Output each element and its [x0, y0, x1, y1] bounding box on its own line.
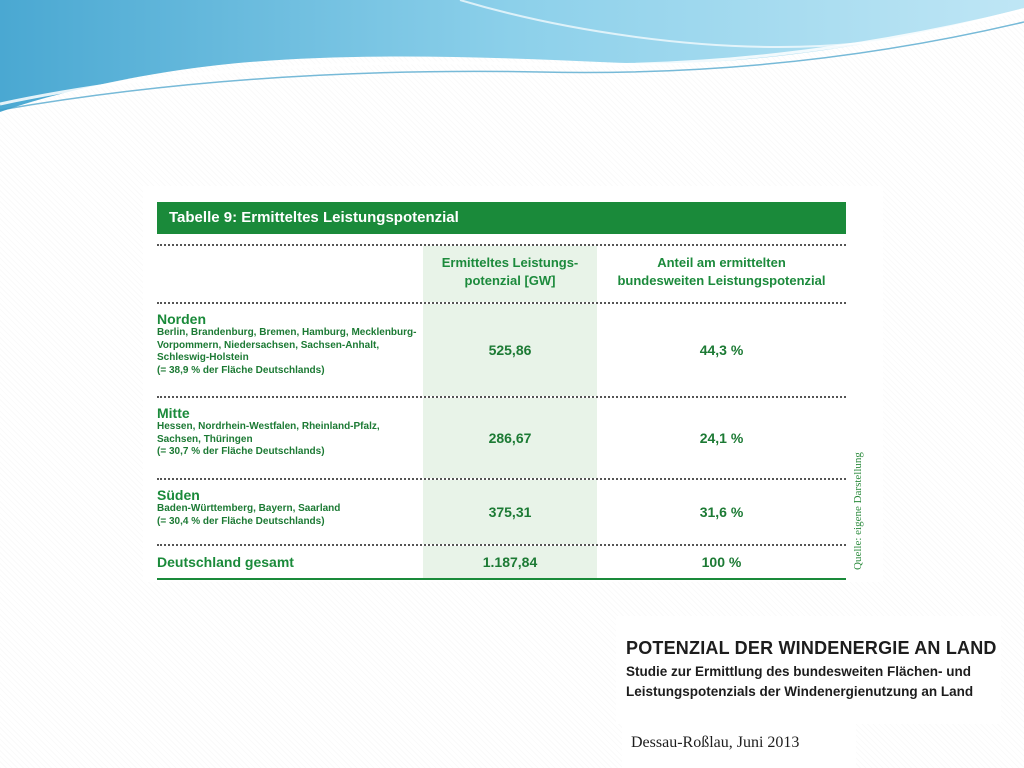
region-states: Baden-Württemberg, Bayern, Saarland [157, 503, 341, 514]
region-cell [157, 480, 423, 544]
region-name: Süden [157, 487, 200, 503]
study-title-box [616, 616, 1001, 724]
table-row [157, 304, 846, 396]
place-date: Dessau-Roßlau, Juni 2013 [622, 724, 856, 768]
share-value: 31,6 % [699, 504, 744, 520]
potential-value: 525,86 [423, 304, 597, 396]
table-title: Tabelle 9: Ermitteltes Leistungspotenzial [157, 202, 846, 234]
region-name: Mitte [157, 405, 190, 421]
table-row [157, 480, 846, 544]
table-card [143, 186, 883, 582]
region-area-share: (= 30,7 % der Fläche Deutschlands) [157, 446, 325, 457]
header-potential: Ermitteltes Leistungs- potenzial [GW] [423, 246, 597, 302]
region-states: Berlin, Brandenburg, Bremen, Hamburg, Mecklenburg-Vorpommern, Niedersachsen, Sachsen-Anhalt, Schleswig-Holstein [157, 327, 417, 363]
source-text: Quelle: eigene Darstellung [852, 452, 864, 570]
potential-value: 286,67 [423, 398, 597, 478]
table-bottom-rule [157, 578, 846, 580]
region-cell [157, 304, 423, 396]
study-subtitle: Studie zur Ermittlung des bundesweiten Flächen- und Leistungspotenzials der Windenergienutzung an Land [626, 664, 974, 699]
region-cell [157, 398, 423, 478]
share-value: 24,1 % [699, 430, 744, 446]
total-share: 100 % [701, 554, 742, 570]
table-row [157, 398, 846, 478]
region-states: Hessen, Nordrhein-Westfalen, Rheinland-Pfalz, Sachsen, Thüringen [157, 421, 380, 445]
header-share: Anteil am ermittelten bundesweiten Leistungspotenzial [617, 255, 826, 288]
source-note [849, 430, 867, 570]
region-area-share: (= 38,9 % der Fläche Deutschlands) [157, 364, 325, 376]
table-total-row [157, 546, 846, 578]
total-potential: 1.187,84 [423, 546, 597, 578]
region-name: Norden [157, 311, 206, 327]
potential-value: 375,31 [423, 480, 597, 544]
decorative-wave-banner [0, 0, 1024, 120]
share-value: 44,3 % [699, 342, 744, 358]
potential-table [157, 202, 846, 580]
total-label: Deutschland gesamt [157, 554, 294, 570]
header-empty-cell [157, 246, 423, 302]
table-header-row [157, 246, 846, 302]
region-area-share: (= 30,4 % der Fläche Deutschlands) [157, 515, 325, 527]
study-title: POTENZIAL DER WINDENERGIE AN LAND [626, 638, 997, 658]
